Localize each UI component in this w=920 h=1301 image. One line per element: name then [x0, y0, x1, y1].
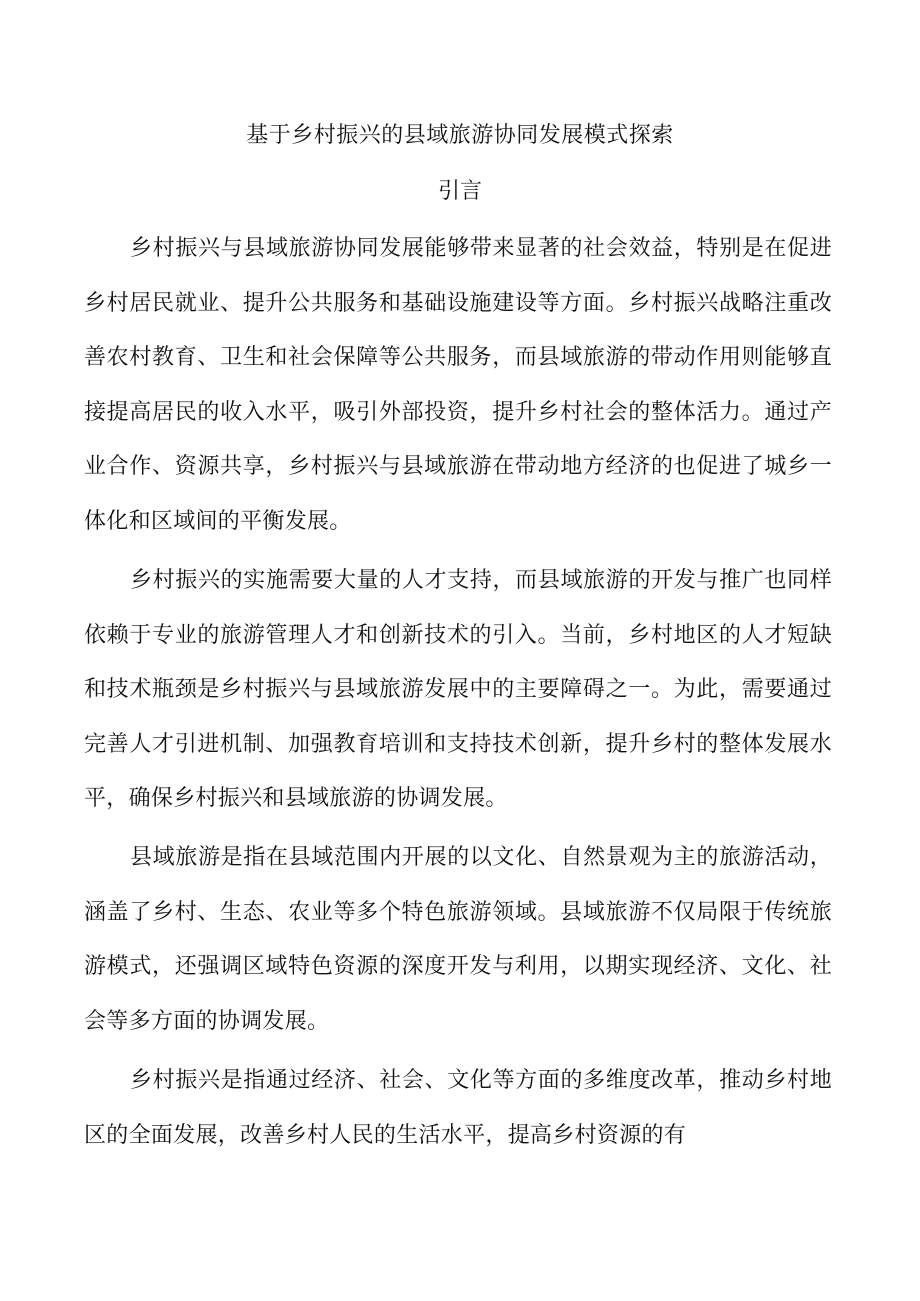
paragraph-3: 县域旅游是指在县域范围内开展的以文化、自然景观为主的旅游活动，涵盖了乡村、生态、农业等多个特色旅游领域。县域旅游不仅局限于传统旅游模式，还强调区域特色资源的深度开发与利用，以期实现经济、文化、社会等多方面的协调发展。 — [84, 845, 832, 1034]
paragraph-4: 乡村振兴是指通过经济、社会、文化等方面的多维度改革，推动乡村地区的全面发展，改善乡村人民的生活水平，提高乡村资源的有 — [84, 1068, 832, 1148]
document-title: 基于乡村振兴的县域旅游协同发展模式探索 — [246, 123, 674, 148]
paragraph-2: 乡村振兴的实施需要大量的人才支持，而县域旅游的开发与推广也同样依赖于专业的旅游管理人才和创新技术的引入。当前，乡村地区的人才短缺和技术瓶颈是乡村振兴与县域旅游发展中的主要障碍之一。为此，需要通过完善人才引进机制、加强教育培训和支持技术创新，提升乡村的整体发展水平，确保乡村振兴和县域旅游的协调发展。 — [84, 568, 832, 812]
section-heading: 引言 — [437, 179, 482, 204]
paragraph-1: 乡村振兴与县域旅游协同发展能够带来显著的社会效益，特别是在促进乡村居民就业、提升公共服务和基础设施建设等方面。乡村振兴战略注重改善农村教育、卫生和社会保障等公共服务，而县域旅游的带动作用则能够直接提高居民的收入水平，吸引外部投资，提升乡村社会的整体活力。通过产业合作、资源共享，乡村振兴与县域旅游在带动地方经济的也促进了城乡一体化和区域间的平衡发展。 — [84, 236, 832, 534]
